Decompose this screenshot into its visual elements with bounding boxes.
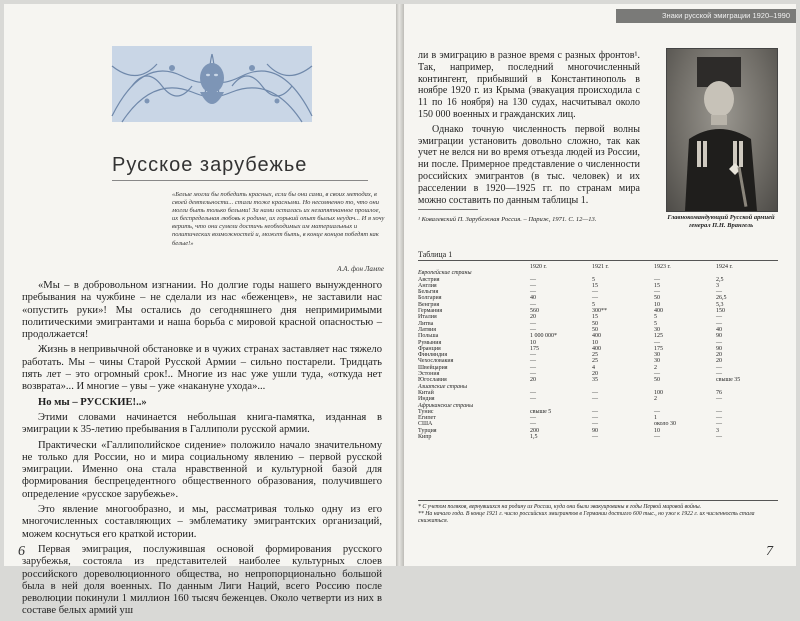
table-cell: — <box>592 408 598 415</box>
table-cell: — <box>716 434 722 441</box>
table-cell: 15 <box>592 282 598 289</box>
table-cell: Кипр <box>418 434 432 441</box>
table-cell: — <box>716 408 722 415</box>
table-cell: — <box>716 320 722 327</box>
table-cell: 50 <box>592 326 598 333</box>
table-cell: Индия <box>418 396 435 403</box>
table-cell: 1 000 000* <box>530 333 557 340</box>
table-cell: — <box>530 421 536 428</box>
table-cell: — <box>654 371 660 378</box>
table-cell: — <box>530 352 536 359</box>
table-cell: 100 <box>654 389 663 396</box>
art-nouveau-ornament <box>112 46 312 122</box>
table-cell: 400 <box>654 308 663 315</box>
table-cell: — <box>716 371 722 378</box>
table-cell: Югославия <box>418 377 447 384</box>
table-cell: Венгрия <box>418 301 440 308</box>
paragraph: Но мы – РУССКИЕ!..» <box>38 396 147 408</box>
table-cell: Египет <box>418 415 436 422</box>
portrait-photo <box>666 48 778 212</box>
table-cell: — <box>530 326 536 333</box>
emigration-table <box>418 264 778 440</box>
table-cell: — <box>716 289 722 296</box>
table-cell: свыше 35 <box>716 377 741 384</box>
table-header-cell: 1923 г. <box>654 264 671 270</box>
table-cell: 400 <box>592 345 601 352</box>
left-body-text <box>22 280 382 621</box>
table-cell: — <box>654 289 660 296</box>
table-cell: — <box>592 421 598 428</box>
table-cell: 20 <box>592 371 598 378</box>
table-cell: 40 <box>716 326 722 333</box>
table-cell: 90 <box>716 345 722 352</box>
table-note: * С учетом поляков, вернувшихся на родину из России, куда они были эвакуированы в годы Первой мировой войны. <box>418 504 702 510</box>
table-cell: 15 <box>592 314 598 321</box>
table-cell: 26,5 <box>716 295 727 302</box>
table-cell: 2 <box>654 364 657 371</box>
portrait-figure <box>667 49 777 211</box>
table-cell: — <box>716 314 722 321</box>
table-cell: Австрия <box>418 276 440 283</box>
paragraph: Жизнь в непривычной обстановке и в чужих странах заставляет нас тяжело работать. Мы – чины Старой Русской Армии – сильно постарели. Тридцать пять лет – это огромный срок!.. Многие из нас уже ушли туда, «откуда нет возврата»... И многие – увы – уже «накануне ухода»... <box>22 344 382 393</box>
table-cell: Бельгия <box>418 289 439 296</box>
table-cell: 30 <box>654 358 660 365</box>
page-number-right: 7 <box>766 544 773 559</box>
running-header: Знаки русской эмиграции 1920–1990 <box>616 9 796 23</box>
table-cell: 10 <box>530 339 536 346</box>
table-cell: Чехословакия <box>418 358 454 365</box>
footnote: ¹ Ковалевский П. Зарубежная Россия. – Париж, 1971. С. 12—13. <box>418 216 597 223</box>
table-body <box>418 270 778 440</box>
table-cell: Италия <box>418 314 437 321</box>
table-cell: 20 <box>716 352 722 359</box>
table-group-label: Африканские страны <box>418 402 474 409</box>
table-cell: 1 <box>654 415 657 422</box>
chapter-title: Русское зарубежье <box>112 154 308 176</box>
table-cell: 175 <box>530 345 539 352</box>
table-cell: — <box>592 415 598 422</box>
photo-caption: Главнокомандующий Русской армией генерал П.Н. Врангель <box>667 214 775 229</box>
table-cell: — <box>654 339 660 346</box>
table-top-rule <box>418 260 778 261</box>
table-row <box>418 434 778 440</box>
table-cell: Англия <box>418 282 437 289</box>
table-cell: 300** <box>592 308 607 315</box>
table-cell: — <box>530 320 536 327</box>
table-cell: — <box>654 434 660 441</box>
table-cell: — <box>530 358 536 365</box>
table-cell: — <box>530 371 536 378</box>
table-cell: США <box>418 421 433 428</box>
table-cell: — <box>716 339 722 346</box>
table-cell: — <box>716 421 722 428</box>
table-cell: 5 <box>654 320 657 327</box>
table-header-cell: 1924 г. <box>716 264 733 270</box>
left-page <box>4 4 396 617</box>
table-cell: — <box>654 408 660 415</box>
table-cell: 125 <box>654 333 663 340</box>
table-cell: 90 <box>592 427 598 434</box>
table-note: ** На начало года. В конце 1921 г. число российских эмигрантов в Германии достигло 600 тыс., но уже к 1922 г. их численность стала снижаться. <box>418 511 755 524</box>
table-cell: 40 <box>530 295 536 302</box>
table-cell: — <box>716 364 722 371</box>
table-cell: — <box>716 396 722 403</box>
table-cell: 25 <box>592 352 598 359</box>
table-cell: 3 <box>716 282 719 289</box>
table-cell: 20 <box>530 314 536 321</box>
table-cell: — <box>530 364 536 371</box>
table-cell: Польша <box>418 333 439 340</box>
table-cell: 30 <box>654 326 660 333</box>
table-cell: Франция <box>418 345 441 352</box>
table-cell: Турция <box>418 427 437 434</box>
table-cell: свыше 5 <box>530 408 552 415</box>
paragraph: Это явление многообразно, и мы, рассматривая только одну из его многочисленных составляющих – эмблематику эмигрантских организаций, можем коснуться его краткой истории. <box>22 504 382 540</box>
paragraph: Практически «Галлиполийское сидение» положило начало значительному не только для России, но и мира социальному явлению – первой русской эмиграции. Именно она стала нравственной и культурной базой для формирования беспрецедентного общественного образования, получившего определение «русское зарубежье». <box>22 439 382 500</box>
table-cell: около 30 <box>654 421 677 428</box>
table-cell: 400 <box>592 333 601 340</box>
table-cell: Литва <box>418 320 434 327</box>
table-cell: 200 <box>530 427 539 434</box>
table-cell: Болгария <box>418 295 442 302</box>
table-cell: 90 <box>716 333 722 340</box>
table-cell: 30 <box>654 352 660 359</box>
table-cell: Швейцария <box>418 364 448 371</box>
table-cell: 25 <box>592 358 598 365</box>
table-cell: 50 <box>654 295 660 302</box>
table-cell: 50 <box>654 377 660 384</box>
table-notes <box>418 504 778 525</box>
book-gutter <box>396 4 404 566</box>
title-rule <box>112 180 368 181</box>
table-cell: 5 <box>592 276 595 283</box>
table-cell: Эстония <box>418 371 440 378</box>
table-cell: 4 <box>592 364 595 371</box>
table-cell: 5 <box>654 314 657 321</box>
epigraph-source: А.А. фон Лампе <box>337 265 384 273</box>
table-cell: 2,5 <box>716 276 724 283</box>
footnote-rule <box>418 209 478 210</box>
table-header-cell: 1921 г. <box>592 264 609 270</box>
table-cell: — <box>592 289 598 296</box>
table-cell: — <box>654 276 660 283</box>
page-number-left: 6 <box>18 544 25 559</box>
table-cell: — <box>530 289 536 296</box>
table-cell: Китай <box>418 389 434 396</box>
table-cell: — <box>530 301 536 308</box>
table-cell: 5,3 <box>716 301 724 308</box>
table-cell: — <box>592 295 598 302</box>
table-cell: — <box>716 415 722 422</box>
table-group-label: Азиатские страны <box>418 383 468 390</box>
paragraph: ли в эмиграцию в разное время с разных фронтов¹. Так, например, последний многочисленный контингент, прибывший в Константинополь в ноябре 1920 г. из Крыма (эвакуация происходила с 11 по 16 ноября) на 130 судах, насчитывал около 150 000 военных и гражданских лиц. <box>418 50 640 120</box>
table-cell: 76 <box>716 389 722 396</box>
table-cell: 50 <box>592 320 598 327</box>
table-cell: — <box>530 415 536 422</box>
table-cell: — <box>592 434 598 441</box>
table-cell: 5 <box>592 301 595 308</box>
paragraph: Однако точную численность первой волны эмиграции установить довольно сложно, так как учет не велся ни во время отъезда людей из России, ни после. Примерное представление о численности российских эмигрантов (в тыс. человек) и их расселении в 1920—1925 гг. по странам мира можно составить по данным таблицы 1. <box>418 123 640 206</box>
table-cell: Латвия <box>418 326 437 333</box>
table-cell: 10 <box>654 427 660 434</box>
table-cell: 1,5 <box>530 434 538 441</box>
right-page <box>404 4 796 566</box>
epigraph: «Белые могли бы победить красных, если бы они сами, в своих методах, в своей деятельности... стали тоже красными. Но несомненно то, что они могли быть только белыми! За нами осталась их незапятнанное прошлое, их беспредельная любовь к родине, их горький опыт былых неудач... И я хочу верить, что они сумели достичь необходимых им материальных и политических возможностей и, может быть, в конце концов победят как белые!» <box>172 191 385 247</box>
table-group-label: Европейские страны <box>418 270 472 277</box>
table-cell: Тунис <box>418 408 434 415</box>
paragraph: «Мы – в добровольном изгнании. Но долгие годы нашего вынужденного пребывания на чужбине – не сделали из нас «беженцев», не заставили нас «опустить руки»! Мы остались до сегодняшнего дня непримиримыми политическими эмигрантами и наша борьба с мировой красной опасностью – продолжается! <box>22 280 382 341</box>
paragraph: Первая эмиграция, послужившая основой формирования русского зарубежья, состояла из представителей наиболее культурных слоев российского дореволюционного общества, но непропорционально большой была в ней доля военных. По данным Лиги Наций, всего Россию после революции покинули 1 миллион 160 тысяч беженцев. Около четверти из них в составе белых армий уш <box>22 543 382 617</box>
table-cell: 15 <box>654 282 660 289</box>
table-cell: — <box>592 396 598 403</box>
table-bottom-rule <box>418 500 778 501</box>
table-cell: — <box>530 276 536 283</box>
table-cell: Финляндия <box>418 352 448 359</box>
table-title: Таблица 1 <box>418 250 453 259</box>
table-cell: 3 <box>716 427 719 434</box>
table-cell: — <box>530 282 536 289</box>
table-cell: — <box>592 389 598 396</box>
table-cell: 175 <box>654 345 663 352</box>
table-cell: Германия <box>418 308 443 315</box>
right-body-text <box>418 50 640 209</box>
paragraph: Этими словами начинается небольшая книга-памятка, изданная в эмиграции к 35-летию пребывания в Галлиполи русской армии. <box>22 411 382 436</box>
table-cell: 10 <box>592 339 598 346</box>
table-cell: 560 <box>530 308 539 315</box>
table-cell: 35 <box>592 377 598 384</box>
table-cell: — <box>530 396 536 403</box>
table-cell: 10 <box>654 301 660 308</box>
table-cell: 20 <box>530 377 536 384</box>
table-cell: — <box>530 389 536 396</box>
table-cell: 20 <box>716 358 722 365</box>
table-cell: Румыния <box>418 339 442 346</box>
table-header-cell: 1920 г. <box>530 264 547 270</box>
table-cell: 150 <box>716 308 725 315</box>
table-cell: 2 <box>654 396 657 403</box>
